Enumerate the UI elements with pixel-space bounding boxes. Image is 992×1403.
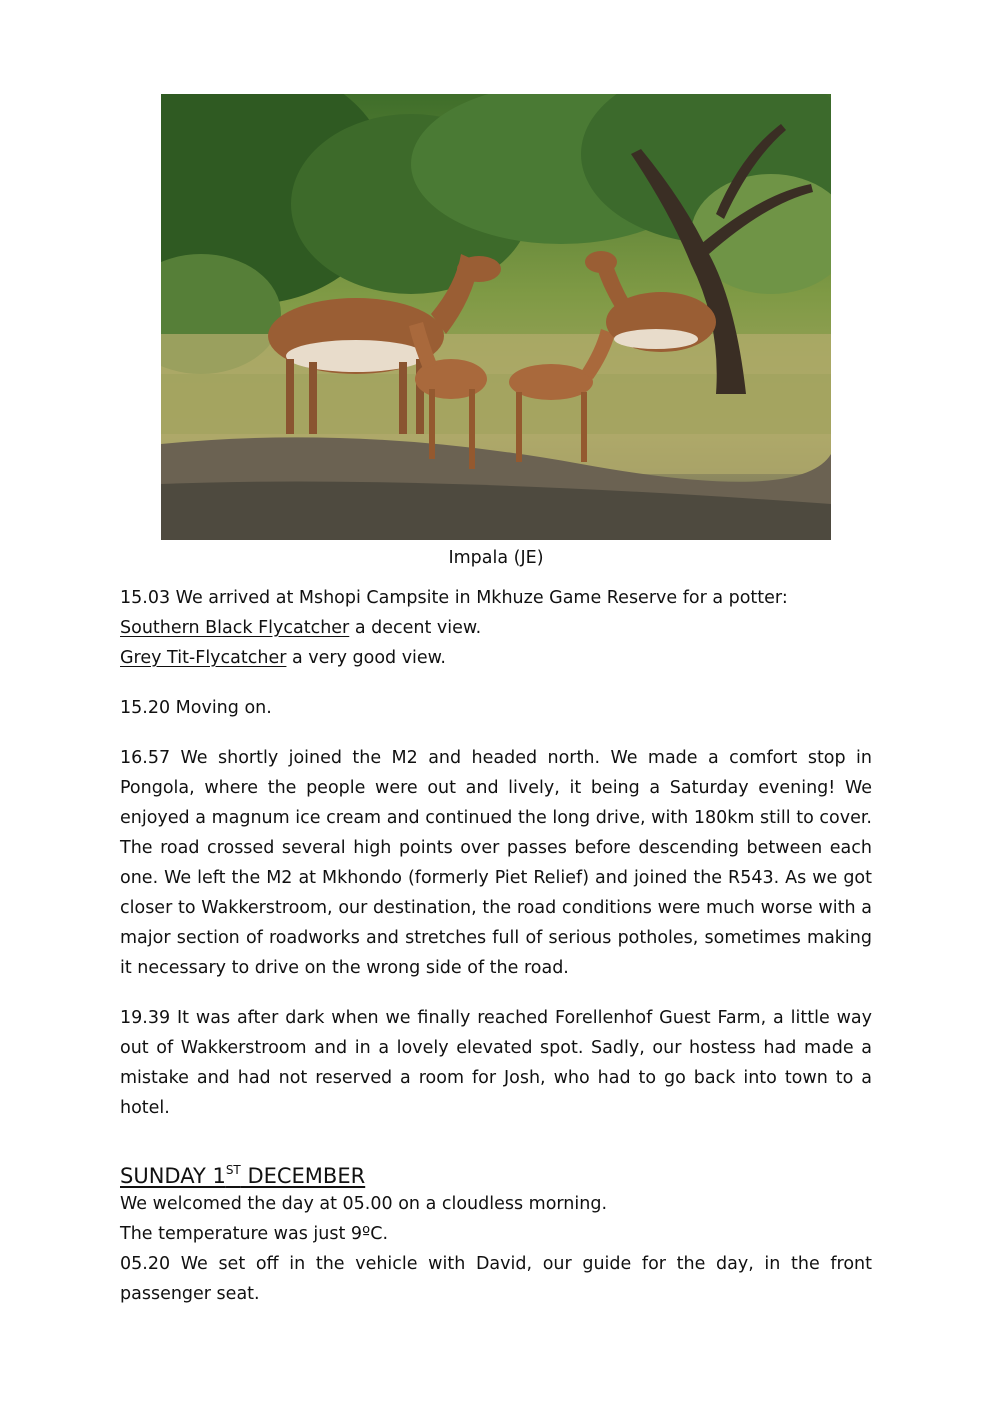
sunday-line: We welcomed the day at 05.00 on a cloudless morning. (120, 1194, 608, 1214)
sighting-intro: 15.03 We arrived at Mshopi Campsite in Mkhuze Game Reserve for a potter: (120, 588, 788, 608)
sunday-line: 05.20 We set off in the vehicle with David, our guide for the day, in the front passenger seat. (120, 1254, 872, 1304)
paragraph-moving-on: 15.20 Moving on. (120, 698, 272, 718)
sunday-line: The temperature was just 9ºC. (120, 1224, 389, 1244)
paragraph-drive: 16.57 We shortly joined the M2 and headed north. We made a comfort stop in Pongola, where the people were out and lively, it being a Saturday evening! We enjoyed a magnum ice cream and continued the long drive, with 180km still to cover. The road crossed several high points over passes before descending between each one. We left the M2 at Mkhondo (formerly Piet Relief) and joined the R543. As we got closer to Wakkerstroom, our destination, the road conditions were much worse with a major section of roadworks and stretches full of serious potholes, sometimes making it necessary to drive on the wrong side of the road. (120, 748, 872, 978)
sighting-paragraph (120, 583, 872, 673)
photo-caption: Impala (JE) (448, 548, 544, 568)
bird-note: a decent view. (349, 618, 482, 638)
sighting-line (120, 643, 872, 673)
sighting-line (120, 613, 872, 643)
paragraph-arrival: 19.39 It was after dark when we finally reached Forellenhof Guest Farm, a little way out of Wakkerstroom and in a lovely elevated spot. Sadly, our hostess had made a mistake and had not reserved a room for Josh, who had to go back into town to a hotel. (120, 1008, 872, 1118)
paragraph-sunday (120, 1189, 872, 1309)
day-heading: SUNDAY 1ST DECEMBER (120, 1163, 366, 1188)
bird-note: a very good view. (286, 648, 446, 668)
bird-name: Grey Tit-Flycatcher (120, 648, 287, 668)
impala-photo (161, 94, 831, 540)
bird-name: Southern Black Flycatcher (120, 618, 350, 638)
